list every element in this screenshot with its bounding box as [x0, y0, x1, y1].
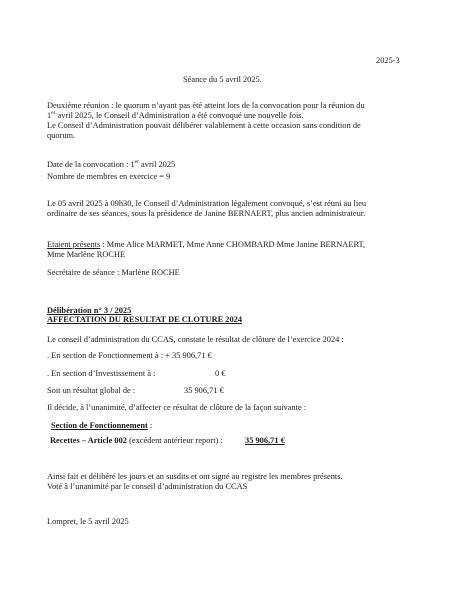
- intro-line: Deuxième réunion : le quorum n’ayant pas été atteint lors de la convocation pour la réunion du: [47, 101, 365, 110]
- document-reference: 2025-3: [376, 56, 400, 65]
- global-result-label: Soit un résultat global de :: [47, 386, 136, 395]
- intro-line: quorum.: [47, 131, 76, 140]
- recettes-value: 35 906,71 €: [245, 436, 285, 445]
- section-heading: [51, 421, 152, 431]
- intro-line-rest: avril 2025, le Conseil d’Administration a été convoqué une nouvelle fois.: [55, 111, 304, 120]
- fonctionnement-value: + 35 906,71 €: [165, 351, 212, 360]
- recettes-line: [50, 436, 223, 446]
- meeting-line: ordinaire de ses séances, sous la présidence de Janine BERNAERT, plus ancien administrateur.: [47, 209, 366, 218]
- session-title: Séance du 5 avril 2025.: [183, 75, 262, 84]
- investissement-label: . En section d’Investissement à :: [47, 369, 156, 378]
- attendance-line: [47, 240, 365, 250]
- section-heading-label: Section de Fonctionnement: [51, 421, 148, 430]
- place-date: Lompret, le 5 avril 2025: [47, 517, 129, 526]
- convocation-date: [47, 160, 175, 170]
- deliberation-number: Délibération n° 3 / 2025: [47, 306, 132, 315]
- attendance-line: Mme Marlène ROCHE: [47, 250, 126, 259]
- recettes-label: Recettes – Article 002: [50, 436, 127, 445]
- intro-line-prefix: 1: [47, 111, 52, 120]
- attendance-label: Etaient présents: [47, 240, 101, 249]
- investissement-value: 0 €: [215, 369, 226, 378]
- global-result-value: 35 906,71 €: [184, 386, 224, 395]
- attendance-names: : Mme Alice MARMET, Mme Anne CHOMBARD Mme Janine BERNAERT,: [100, 240, 366, 249]
- fonctionnement-label: . En section de Fonctionnement à :: [47, 351, 166, 360]
- closing-line: Voté à l’unanimité par le conseil d’administration du CCAS: [47, 482, 248, 491]
- fonctionnement-line: [47, 351, 212, 361]
- decision-line: Il décide, à l’unanimité, d’affecter ce résultat de clôture de la façon suivante :: [47, 403, 307, 412]
- convocation-date-rest: avril 2025: [138, 160, 176, 169]
- members-count: Nombre de membres en exercice = 9: [47, 172, 171, 181]
- intro-line: [47, 111, 304, 121]
- intro-line-superscript: er: [51, 110, 56, 117]
- deliberation-intro: Le conseil d’administration du CCAS, constate le résultat de clôture de l’exercice 2024 :: [47, 335, 344, 344]
- convocation-date-prefix: Date de la convocation : 1: [47, 160, 135, 169]
- section-heading-colon: :: [147, 421, 153, 430]
- secretary-line: Secrétaire de séance : Marlène ROCHE: [47, 268, 180, 277]
- recettes-detail: (excédent antérieur report) :: [126, 436, 223, 445]
- deliberation-title: AFFECTATION DU RESULTAT DE CLOTURE 2024: [47, 315, 243, 324]
- convocation-date-superscript: er: [134, 159, 139, 166]
- closing-line: Ainsi fait et délibéré les jours et an susdits et ont signé au registre les membres présents.: [47, 472, 343, 481]
- meeting-line: Le 05 avril 2025 à 09h30, le Conseil d’Administration légalement convoqué, s’est réuni au lieu: [47, 199, 367, 208]
- intro-line: Le Conseil d’Administration pouvait délibérer valablement à cette occasion sans condition de: [47, 121, 361, 130]
